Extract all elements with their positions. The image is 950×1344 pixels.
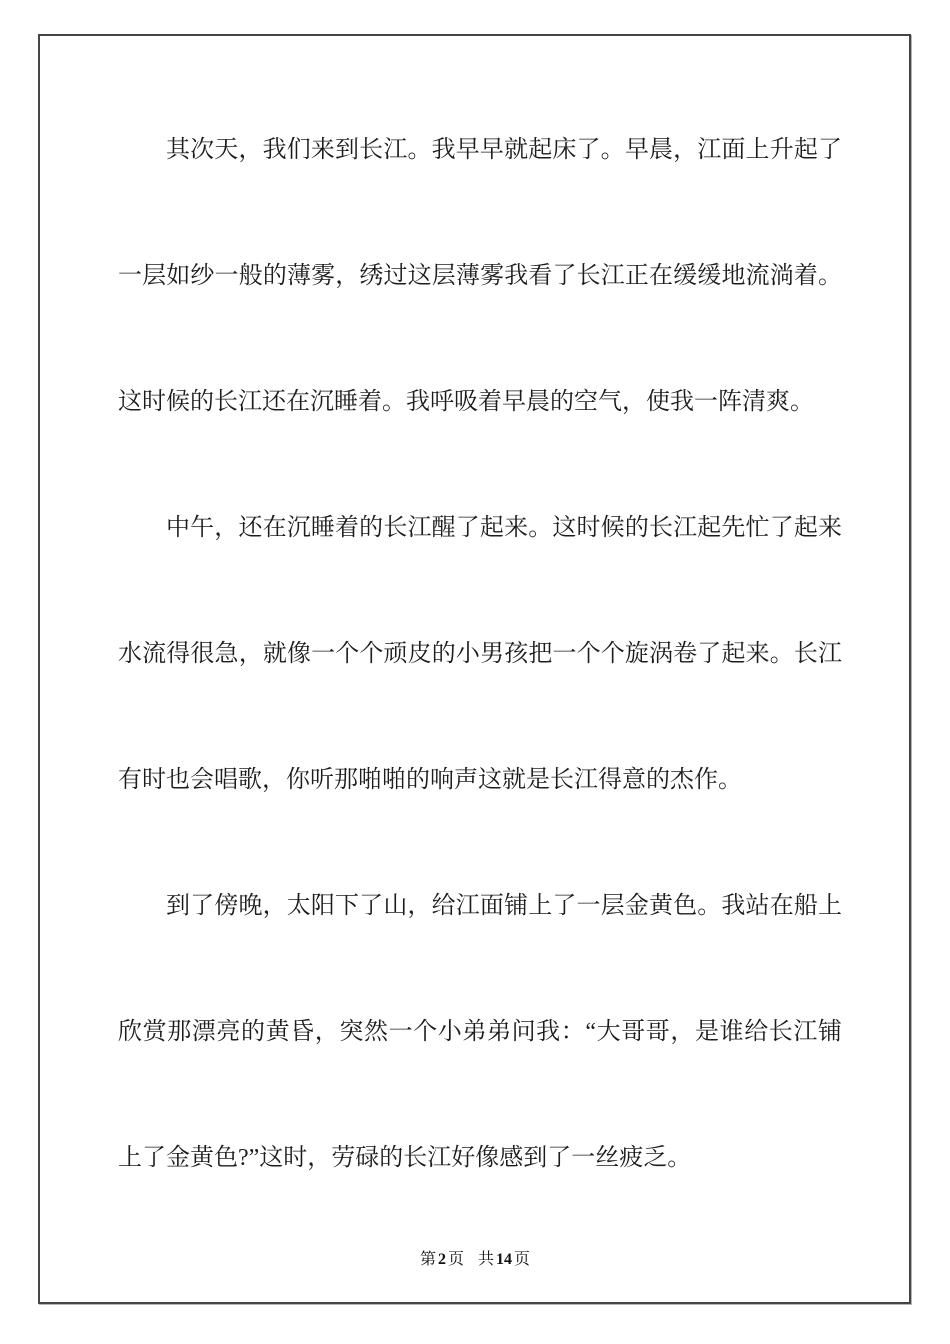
footer-total-suffix: 页: [514, 1251, 531, 1268]
footer-total-prefix: 共: [478, 1251, 495, 1268]
footer-page-prefix: 第: [419, 1251, 436, 1268]
text-line: 中午，还在沉睡着的长江醒了起来。这时候的长江起先忙了起来: [166, 515, 842, 541]
footer-page-suffix: 页: [447, 1251, 464, 1268]
footer-page-number: 2: [437, 1251, 446, 1268]
text-line: 到了傍晚，太阳下了山，给江面铺上了一层金黄色。我站在船上: [166, 893, 842, 919]
footer-total-pages: 14: [496, 1251, 513, 1268]
text-line: 这时候的长江还在沉睡着。我呼吸着早晨的空气，使我一阵清爽。: [118, 389, 814, 415]
text-line: 水流得很急，就像一个个顽皮的小男孩把一个个旋涡卷了起来。长江: [118, 641, 842, 667]
text-line: 上了金黄色?”这时，劳碌的长江好像感到了一丝疲乏。: [118, 1145, 692, 1171]
document-body: [118, 135, 842, 1269]
text-line: 一层如纱一般的薄雾，绣过这层薄雾我看了长江正在缓缓地流淌着。: [118, 263, 842, 289]
text-line: 其次天，我们来到长江。我早早就起床了。早晨，江面上升起了: [166, 137, 842, 163]
text-line: 欣赏那漂亮的黄昏，突然一个小弟弟问我：“大哥哥，是谁给长江铺: [118, 1019, 842, 1045]
text-line: 有时也会唱歌，你听那啪啪的响声这就是长江得意的杰作。: [118, 767, 742, 793]
page-footer: [0, 1246, 950, 1269]
